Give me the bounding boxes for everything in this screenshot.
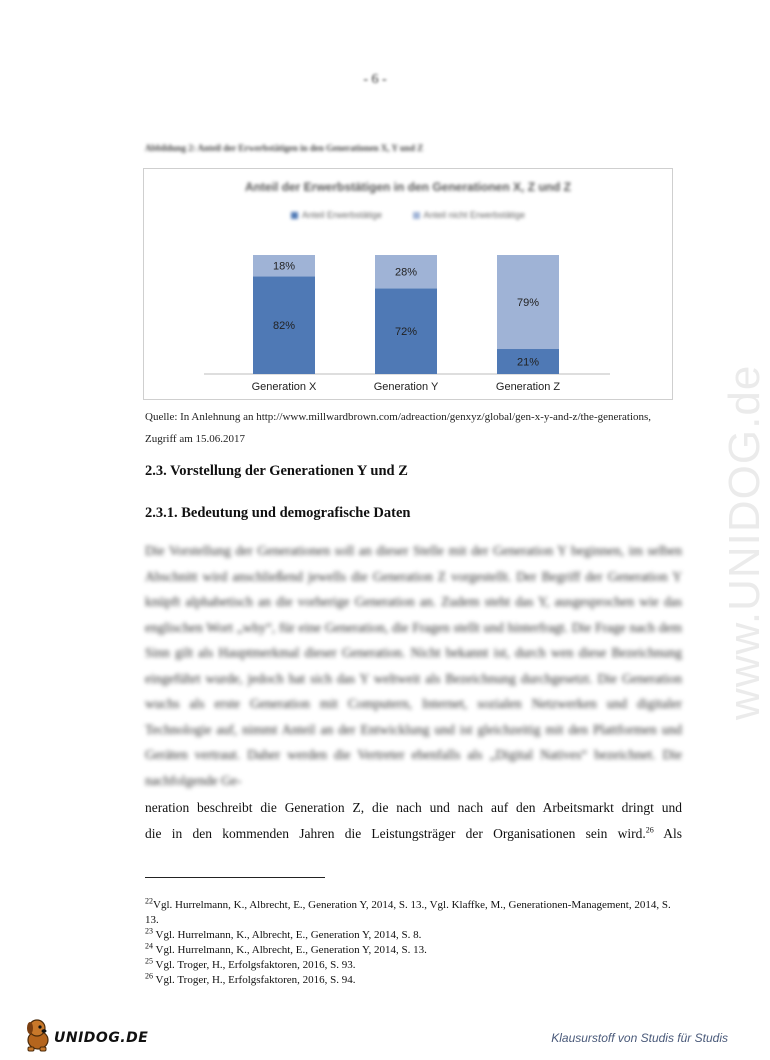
footnote-26	[145, 973, 682, 988]
footnote-separator	[145, 877, 325, 878]
source-line-2: Zugriff am 15.06.2017	[145, 433, 246, 445]
category-label-1: Generation X	[251, 381, 317, 393]
data-label-not-employed-2: 28%	[394, 266, 418, 279]
paragraph-line-2	[145, 821, 682, 847]
data-label-employed-2: 72%	[394, 326, 418, 339]
category-label-2: Generation Y	[373, 381, 439, 393]
figure-caption: Abbildung 2: Anteil der Erwerbstätigen in den Generationen X, Y und Z	[145, 143, 424, 153]
paragraph-line-2-text: die in den kommenden Jahren die Leistungsträger der Organisationen sein wird.	[145, 825, 646, 841]
footnote-ref-26: 26	[645, 825, 654, 834]
footnote-text: Vgl. Hurrelmann, K., Albrecht, E., Generation Y, 2014, S. 13.	[153, 944, 427, 956]
stacked-bar-chart	[144, 169, 672, 399]
legend-label-unemployed: Anteil nicht Erwerbstätige	[423, 210, 526, 220]
figure-source	[145, 406, 685, 450]
section-heading-2-3: 2.3. Vorstellung der Generationen Y und Z	[145, 463, 408, 479]
data-label-employed-3: 21%	[516, 356, 540, 369]
footnote-22	[145, 898, 682, 928]
data-label-not-employed-3: 79%	[516, 297, 540, 310]
footer-slogan: Klausurstoff von Studis für Studis	[551, 1031, 728, 1045]
footnote-text: Vgl. Hurrelmann, K., Albrecht, E., Generation Y, 2014, S. 13., Vgl. Klaffke, M., Generationen-Management, 2014, S. 13.	[145, 899, 671, 926]
unidog-logo	[22, 1016, 162, 1052]
blurred-paragraph: Die Vorstellung der Generationen soll an dieser Stelle mit der Generation Y beginnen, im selben Abschnitt wird anschließend jewells die Generation Z vorgestellt. Der Begriff der Generation Y knüpft alphabetisch an die vorherige Generation an. Zudem steht das Y, ausgesprochen wie das englischen Wort „why“, für eine Generation, die Fragen stellt und hinterfragt. Die Frage nach dem Sinn gilt als Hauptmerkmal dieser Generation. Nicht bekannt ist, durch wen diese Bezeichnung eingeführt wurde, jedoch hat sich das Y weltweit als Bezeichnung durchgesetzt. Die Generation wuchs als erste Generation mit Computern, Internet, sozialen Netzwerken und digitaler Technologie auf, nimmt Anteil an der Entwicklung und ist gleichzeitig mit den Plattformen und Geräten vertraut. Daher werden die Vertreter ebenfalls als „Digital Natives“ bezeichnet. Die nachfolgende Ge-	[145, 543, 682, 788]
footnote-text: Vgl. Hurrelmann, K., Albrecht, E., Generation Y, 2014, S. 8.	[153, 929, 422, 941]
footnote-24	[145, 943, 682, 958]
data-label-not-employed-1: 18%	[272, 260, 296, 273]
footnote-mark: 22	[145, 896, 153, 906]
footnote-text: Vgl. Troger, H., Erfolgsfaktoren, 2016, S. 93.	[153, 959, 356, 971]
chart-title: Anteil der Erwerbstätigen in den Generationen X, Z und Z	[244, 180, 572, 194]
logo-text: UNIDOG.DE	[54, 1030, 149, 1046]
paragraph-line-2-tail: Als	[653, 825, 682, 841]
source-line-1: Quelle: In Anlehnung an http://www.millwardbrown.com/adreaction/genxyz/global/gen-x-y-and-z/the-generations,	[145, 411, 652, 423]
chart-frame	[143, 168, 673, 400]
footnote-mark: 24	[145, 941, 153, 951]
page-number: - 6 -	[363, 72, 387, 87]
footnote-25	[145, 958, 682, 973]
footnotes	[145, 898, 682, 988]
legend-label-employed: Anteil Erwerbstätige	[301, 210, 382, 220]
visible-paragraph	[145, 795, 682, 846]
subsection-heading-2-3-1: 2.3.1. Bedeutung und demografische Daten	[145, 505, 411, 521]
data-label-employed-1: 82%	[272, 320, 296, 333]
footnote-mark: 25	[145, 956, 153, 966]
footnote-text: Vgl. Troger, H., Erfolgsfaktoren, 2016, S. 94.	[153, 974, 356, 986]
watermark	[682, 280, 769, 720]
watermark-text: www.UNIDOG.de	[720, 364, 769, 720]
footnote-mark: 23	[145, 926, 153, 936]
footnote-23	[145, 928, 682, 943]
dog-mascot-icon	[22, 1016, 56, 1052]
category-label-3: Generation Z	[495, 381, 561, 393]
footnote-mark: 26	[145, 971, 153, 981]
paragraph-line-1: neration beschreibt die Generation Z, die nach und nach auf den Arbeitsmarkt dringt und	[145, 800, 682, 815]
